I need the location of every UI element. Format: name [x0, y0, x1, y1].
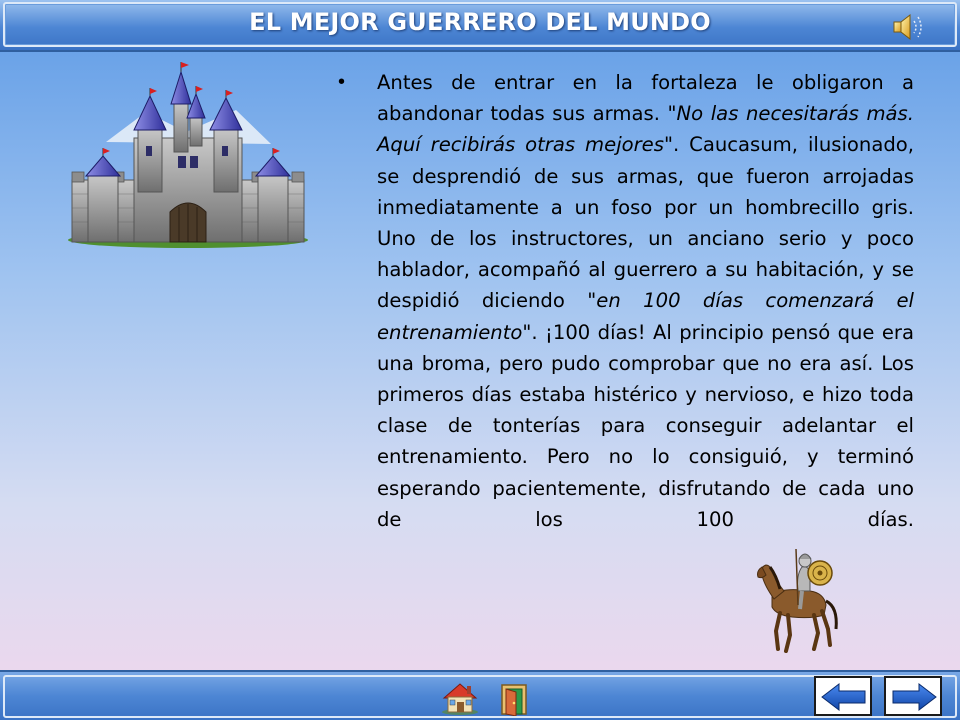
- bullet-point: •: [338, 71, 346, 93]
- knight-on-horse-illustration: [752, 545, 842, 657]
- page-title: EL MEJOR GUERRERO DEL MUNDO: [249, 8, 711, 36]
- story-paragraph: [377, 67, 914, 535]
- next-slide-button[interactable]: [884, 676, 942, 716]
- speaker-icon[interactable]: [890, 12, 926, 42]
- home-icon[interactable]: [440, 680, 480, 716]
- previous-slide-button[interactable]: [814, 676, 872, 716]
- text-segment: ". ¡100 días! Al principio pensó que era una broma, pero pudo comprobar que no era así. Los primeros días estaba histérico y nervioso, e hizo toda clase de tonterías para conseguir adelantar el entrenamiento. Pero no lo consiguió, y terminó esperando pacientemente, disfrutando de cada uno de los 100 días.: [377, 320, 914, 531]
- text-segment: Antes de entrar en la fortaleza le obligaron a abandonar todas sus armas. ": [377, 71, 914, 126]
- quote-segment: en 100 días comenzará el entrenamiento: [377, 289, 914, 344]
- door-icon[interactable]: [498, 682, 530, 716]
- quote-segment: No las necesitarás más. Aquí recibirás otras mejores: [377, 102, 914, 157]
- arrow-left-icon: [819, 681, 869, 713]
- title-bar: [0, 0, 960, 52]
- castle-illustration: [66, 62, 310, 248]
- arrow-right-icon: [889, 681, 939, 713]
- text-segment: ". Caucasum, ilusionado, se desprendió de sus armas, que fueron arrojadas inmediatamente a un foso por un hombrecillo gris. Uno de los instructores, un anciano serio y poco hablador, acompañó al guerrero a su habitación, y se despidió diciendo ": [377, 133, 914, 313]
